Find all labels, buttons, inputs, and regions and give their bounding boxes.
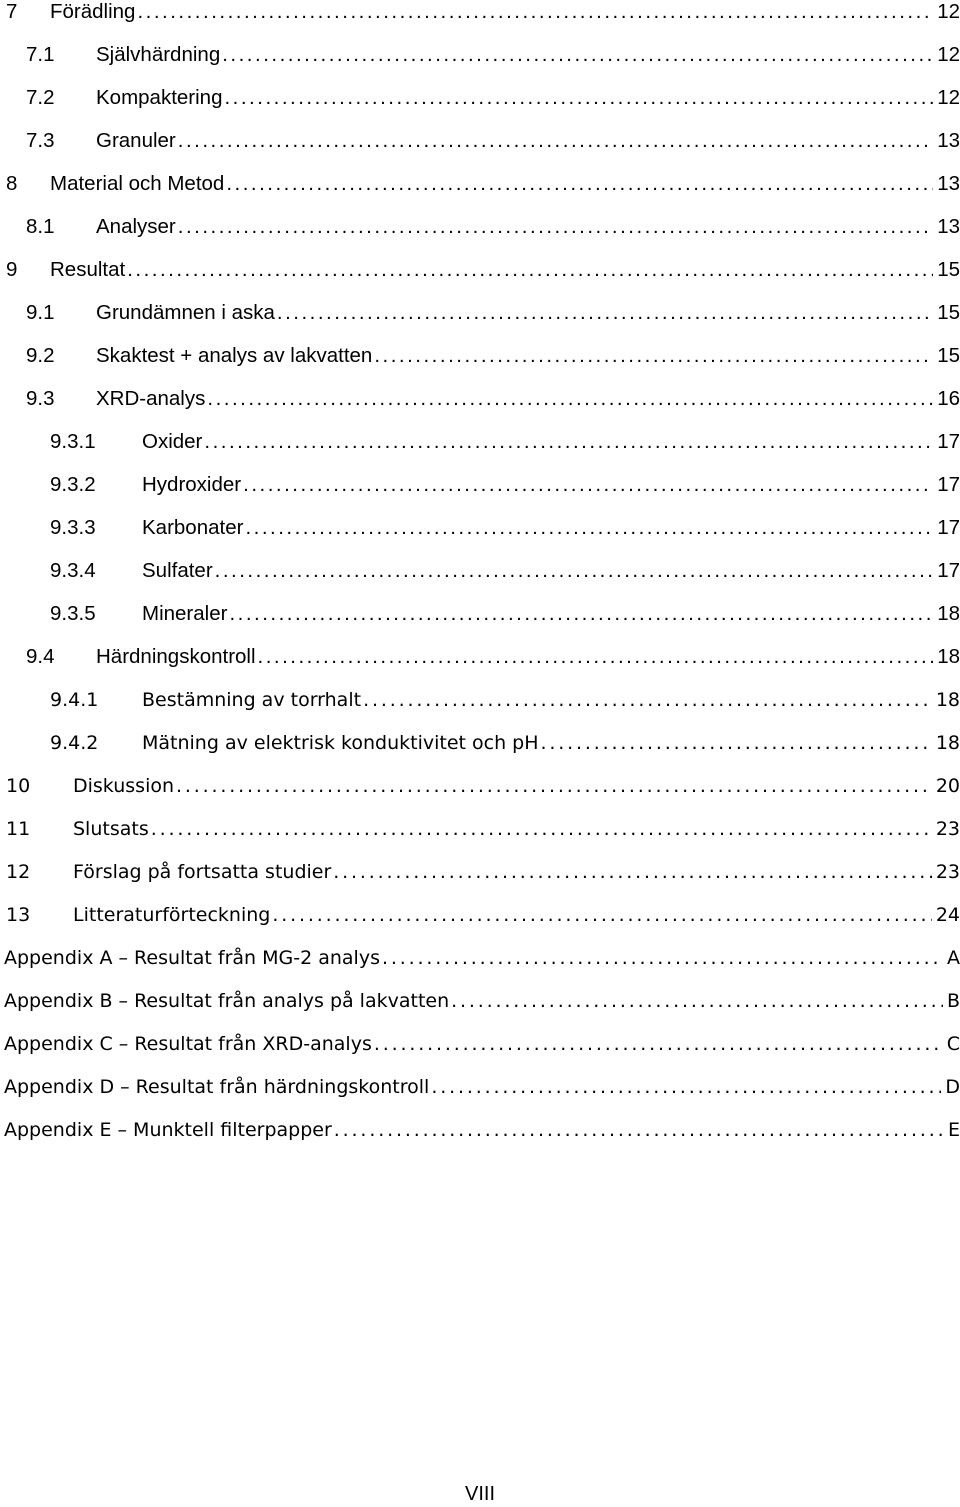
toc-entry-number: 8	[6, 172, 18, 195]
toc-entry-number: 9.3.2	[50, 473, 96, 496]
toc-entry[interactable]	[0, 470, 960, 500]
dot-leader	[178, 212, 960, 242]
toc-entry-title: Kompaktering	[96, 86, 223, 109]
toc-entry-page: 13	[933, 126, 960, 156]
dot-leader	[245, 513, 960, 543]
dot-leader	[451, 986, 960, 1016]
toc-entry-title: Material och Metod	[50, 172, 225, 195]
toc-entry-page: 20	[932, 771, 960, 801]
dot-leader	[224, 83, 960, 113]
dot-leader	[229, 599, 960, 629]
toc-entry[interactable]	[0, 599, 960, 629]
dot-leader	[176, 771, 960, 801]
toc-entry-page: 17	[933, 556, 960, 586]
toc-entry-page: 12	[933, 0, 960, 27]
toc-entry[interactable]	[0, 1029, 960, 1059]
toc-entry[interactable]	[0, 642, 960, 672]
dot-leader	[431, 1072, 960, 1102]
toc-entry-number: 9.3.1	[50, 430, 96, 453]
toc-entry-title: Litteraturförteckning	[73, 904, 271, 926]
dot-leader	[541, 728, 960, 758]
dot-leader	[207, 384, 960, 414]
toc-entry-number: 9.4.2	[50, 732, 99, 754]
toc-entry[interactable]	[0, 212, 960, 242]
toc-entry-page: 15	[933, 341, 960, 371]
toc-entry-title: Mätning av elektrisk konduktivitet och pH	[142, 732, 539, 754]
toc-entry-number: 9.3.4	[50, 559, 96, 582]
dot-leader	[222, 40, 960, 70]
toc-entry[interactable]	[0, 685, 960, 715]
dot-leader	[204, 427, 960, 457]
dot-leader	[334, 1115, 960, 1145]
toc-entry-title: Appendix C – Resultat från XRD-analys	[4, 1033, 372, 1055]
toc-entry-number: 9	[6, 258, 18, 281]
toc-entry-title: Analyser	[96, 215, 176, 238]
toc-entry-title: Appendix D – Resultat från härdningskontroll	[4, 1076, 430, 1098]
dot-leader	[333, 857, 960, 887]
toc-entry-page: 12	[933, 40, 960, 70]
toc-entry[interactable]	[0, 556, 960, 586]
toc-entry-page: 13	[933, 212, 960, 242]
toc-entry-title: Mineraler	[142, 602, 228, 625]
dot-leader	[137, 0, 960, 27]
toc-entry-title: Slutsats	[73, 818, 149, 840]
toc-entry[interactable]	[0, 1115, 960, 1145]
toc-entry-page: 18	[933, 599, 960, 629]
dot-leader	[215, 556, 960, 586]
toc-entry-title: Oxider	[142, 430, 203, 453]
toc-entry[interactable]	[0, 384, 960, 414]
toc-entry-title: Grundämnen i aska	[96, 301, 275, 324]
dot-leader	[374, 1029, 960, 1059]
toc-entry-title: Appendix E – Munktell filterpapper	[4, 1119, 332, 1141]
toc-entry-page: C	[943, 1029, 960, 1059]
toc-entry[interactable]	[0, 771, 960, 801]
toc-entry-number: 9.3	[26, 387, 55, 410]
toc-entry-title: Sulfater	[142, 559, 213, 582]
dot-leader	[277, 298, 960, 328]
toc-entry-page: 16	[933, 384, 960, 414]
dot-leader	[243, 470, 960, 500]
toc-entry[interactable]	[0, 255, 960, 285]
toc-entry-number: 12	[6, 861, 31, 883]
toc-entry-number: 11	[6, 818, 31, 840]
toc-entry-number: 9.1	[26, 301, 55, 324]
toc-entry-title: Appendix B – Resultat från analys på lakvatten	[4, 990, 450, 1012]
toc-entry-number: 10	[6, 775, 31, 797]
toc-entry-title: Självhärdning	[96, 43, 221, 66]
toc-entry[interactable]	[0, 1072, 960, 1102]
toc-entry[interactable]	[0, 83, 960, 113]
page-number: VIII	[464, 1483, 495, 1505]
toc-entry-page: E	[944, 1115, 960, 1145]
toc-entry[interactable]	[0, 857, 960, 887]
toc-entry[interactable]	[0, 0, 960, 27]
toc-entry[interactable]	[0, 986, 960, 1016]
toc-entry-number: 8.1	[26, 215, 55, 238]
toc-entry[interactable]	[0, 40, 960, 70]
toc-entry-title: Skaktest + analys av lakvatten	[96, 344, 373, 367]
toc-entry-title: Bestämning av torrhalt	[142, 689, 362, 711]
toc-entry-number: 9.3.3	[50, 516, 96, 539]
dot-leader	[151, 814, 960, 844]
toc-entry[interactable]	[0, 814, 960, 844]
toc-entry-title: Förädling	[50, 0, 136, 23]
toc-entry-title: Appendix A – Resultat från MG-2 analys	[4, 947, 380, 969]
toc-entry[interactable]	[0, 900, 960, 930]
toc-entry-page: 15	[933, 298, 960, 328]
toc-entry-number: 9.4	[26, 645, 55, 668]
toc-entry-title: XRD-analys	[96, 387, 206, 410]
dot-leader	[374, 341, 960, 371]
toc-entry-number: 9.3.5	[50, 602, 96, 625]
toc-entry-title: Förslag på fortsatta studier	[73, 861, 332, 883]
toc-entry-page: 15	[933, 255, 960, 285]
toc-entry[interactable]	[0, 427, 960, 457]
dot-leader	[178, 126, 960, 156]
dot-leader	[226, 169, 960, 199]
toc-entry[interactable]	[0, 298, 960, 328]
toc-entry-page: 23	[932, 857, 960, 887]
toc-entry-page: 17	[933, 513, 960, 543]
toc-entry[interactable]	[0, 513, 960, 543]
toc-entry-page: 23	[932, 814, 960, 844]
toc-entry-number: 9.2	[26, 344, 55, 367]
toc-entry[interactable]	[0, 169, 960, 199]
toc-entry-title: Karbonater	[142, 516, 244, 539]
toc-entry-page: 17	[933, 427, 960, 457]
toc-entry-number: 9.4.1	[50, 689, 99, 711]
dot-leader	[272, 900, 960, 930]
toc-entry-page: 18	[932, 685, 960, 715]
toc-entry-number: 7	[6, 0, 18, 23]
toc-entry-page: D	[941, 1072, 960, 1102]
toc-entry-number: 7.1	[26, 43, 55, 66]
toc-entry[interactable]	[0, 728, 960, 758]
toc-entry-page: B	[943, 986, 960, 1016]
toc-entry-page: 17	[933, 470, 960, 500]
dot-leader	[363, 685, 960, 715]
toc-entry-title: Hydroxider	[142, 473, 242, 496]
toc-entry-title: Härdningskontroll	[96, 645, 256, 668]
dot-leader	[382, 943, 960, 973]
toc-entry-page: 18	[933, 642, 960, 672]
toc-entry-number: 13	[6, 904, 31, 926]
toc-entry-page: A	[943, 943, 960, 973]
toc-entry-title: Diskussion	[73, 775, 175, 797]
toc-entry-page: 24	[932, 900, 960, 930]
toc-entry-page: 13	[933, 169, 960, 199]
toc-entry[interactable]	[0, 126, 960, 156]
toc-entry-number: 7.3	[26, 129, 55, 152]
toc-entry-page: 18	[932, 728, 960, 758]
toc-entry-title: Resultat	[50, 258, 126, 281]
toc-entry-page: 12	[933, 83, 960, 113]
toc-entry-title: Granuler	[96, 129, 176, 152]
toc-entry[interactable]	[0, 341, 960, 371]
toc-entry[interactable]	[0, 943, 960, 973]
toc-entry-number: 7.2	[26, 86, 55, 109]
dot-leader	[127, 255, 960, 285]
dot-leader	[258, 642, 960, 672]
